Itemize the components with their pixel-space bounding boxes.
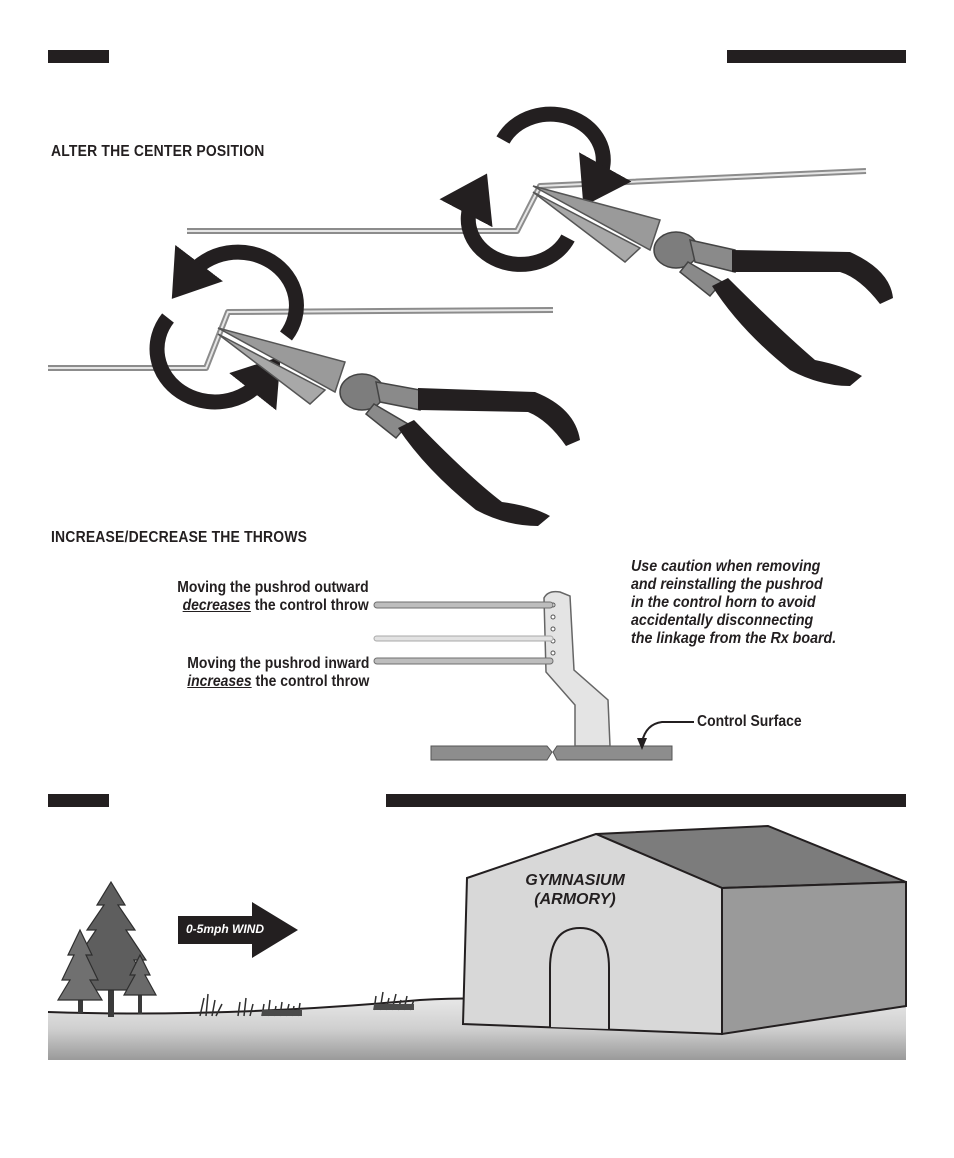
control-surface-label: Control Surface: [697, 713, 802, 730]
caution-line: accidentally disconnecting: [631, 612, 814, 629]
caution-line: in the control horn to avoid: [631, 594, 816, 611]
caution-line: the linkage from the Rx board.: [631, 630, 837, 647]
gymnasium-building: [463, 826, 906, 1034]
throws-heading: INCREASE/DECREASE THE THROWS: [51, 529, 308, 546]
caution-line: and reinstalling the pushrod: [631, 576, 823, 593]
center-position-heading: ALTER THE CENTER POSITION: [51, 143, 265, 160]
wind-label: 0-5mph WIND: [186, 922, 264, 936]
outward-emphasis: decreases: [182, 597, 252, 614]
outward-rest: the control throw: [251, 597, 369, 614]
outward-label-line1: Moving the pushrod outward: [177, 579, 369, 596]
building-door: [550, 928, 609, 1029]
building-label: [510, 871, 640, 909]
caution-line: Use caution when removing: [631, 558, 821, 575]
inward-rest: the control throw: [251, 673, 369, 690]
inward-label-line1: Moving the pushrod inward: [186, 655, 369, 672]
building-label-line2: (ARMORY): [534, 891, 616, 908]
building-label-line1: GYMNASIUM: [525, 872, 625, 889]
tree-icon: [58, 882, 156, 1017]
inward-emphasis: increases: [186, 673, 252, 690]
